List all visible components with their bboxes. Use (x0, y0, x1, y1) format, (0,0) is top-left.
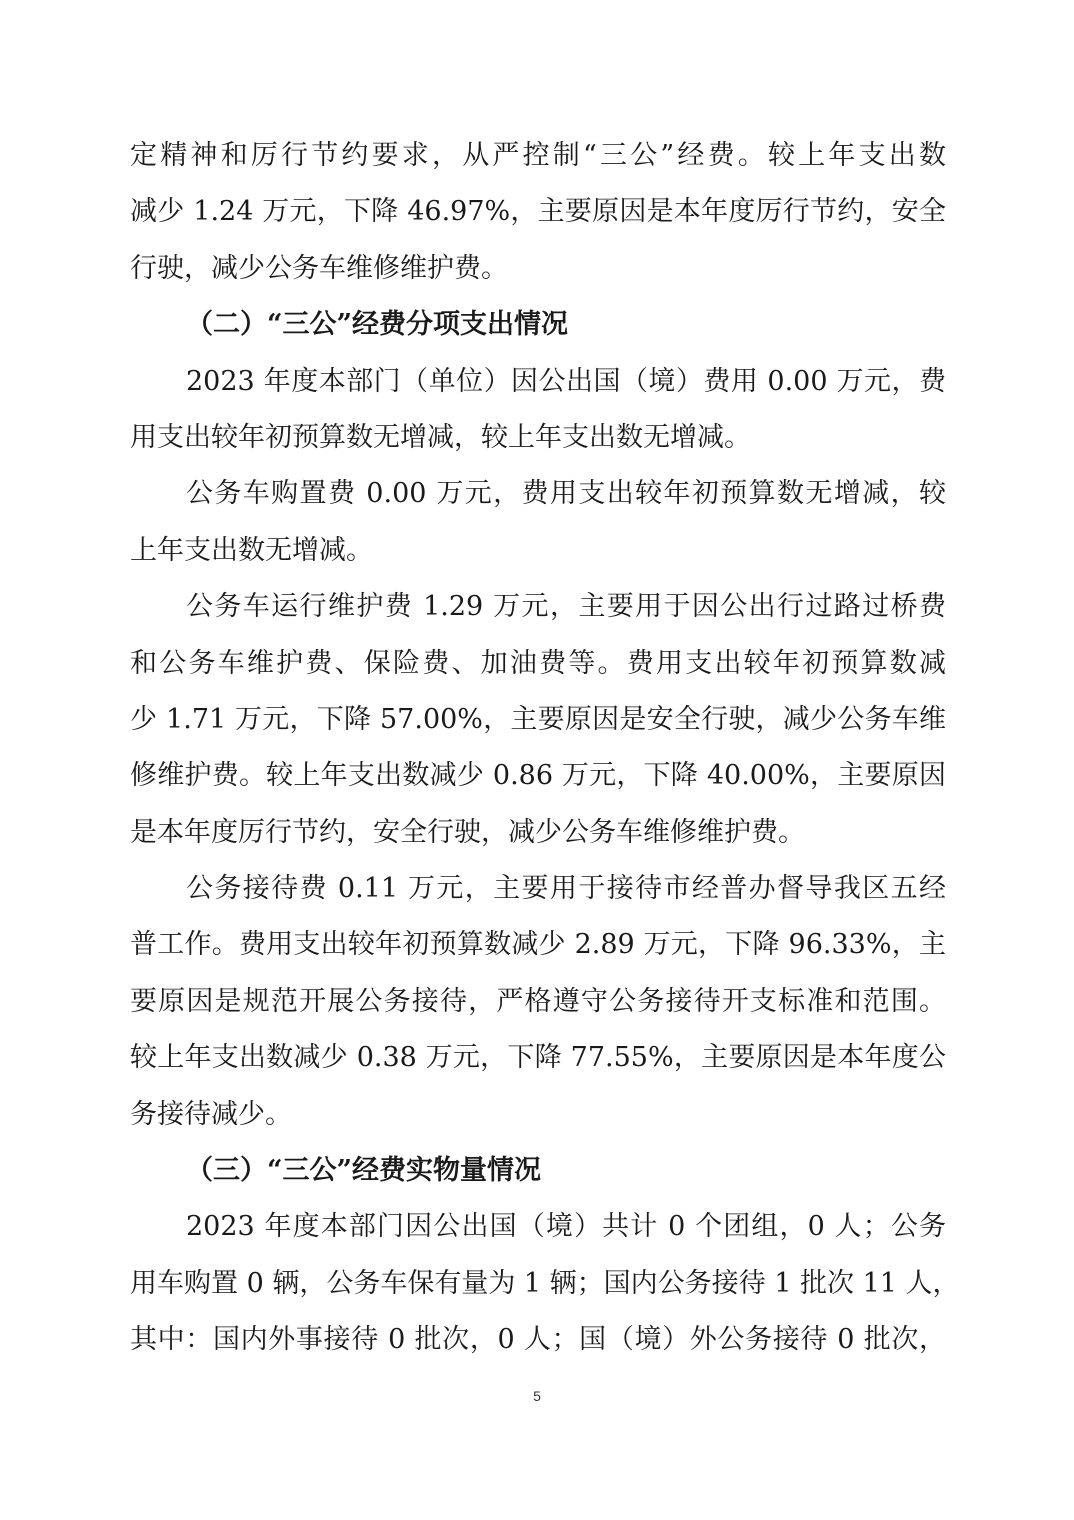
paragraph-line: 公务车购置费 0.00 万元，费用支出较年初预算数无增减，较 (186, 478, 946, 510)
paragraph-line: 用车购置 0 辆，公务车保有量为 1 辆；国内公务接待 1 批次 11 人， (130, 1267, 960, 1299)
paragraph-line: 和公务车维护费、保险费、加油费等。费用支出较年初预算数减 (130, 647, 946, 679)
paragraph-line: 公务接待费 0.11 万元，主要用于接待市经普办督导我区五经 (186, 873, 946, 905)
paragraph-line: 是本年度厉行节约，安全行驶，减少公务车维修维护费。 (130, 816, 805, 848)
paragraph-line: 2023 年度本部门（单位）因公出国（境）费用 0.00 万元，费 (186, 365, 946, 397)
paragraph-line: 修维护费。较上年支出数减少 0.86 万元，下降 40.00%，主要原因 (130, 760, 946, 792)
paragraph-line: 减少 1.24 万元，下降 46.97%，主要原因是本年度厉行节约，安全 (130, 196, 946, 228)
paragraph-line: 行驶，减少公务车维修维护费。 (130, 252, 508, 284)
paragraph-line: 普工作。费用支出较年初预算数减少 2.89 万元，下降 96.33%，主 (130, 929, 946, 961)
paragraph-line: 少 1.71 万元，下降 57.00%，主要原因是安全行驶，减少公务车维 (130, 703, 946, 735)
section-heading-3: （三）“三公”经费实物量情况 (186, 1155, 542, 1187)
paragraph-line: 要原因是规范开展公务接待，严格遵守公务接待开支标准和范围。 (130, 985, 946, 1017)
section-heading-2: （二）“三公”经费分项支出情况 (186, 309, 569, 341)
paragraph-line: 公务车运行维护费 1.29 万元，主要用于因公出行过路过桥费 (186, 591, 946, 623)
page-number: 5 (533, 1388, 541, 1404)
paragraph-line: 上年支出数无增减。 (130, 534, 373, 566)
paragraph-line: 2023 年度本部门因公出国（境）共计 0 个团组，0 人；公务 (186, 1211, 946, 1243)
paragraph-line: 定精神和厉行节约要求，从严控制“三公”经费。较上年支出数 (130, 140, 946, 171)
paragraph-line: 务接待减少。 (130, 1098, 292, 1130)
paragraph-line: 用支出较年初预算数无增减，较上年支出数无增减。 (130, 421, 751, 453)
document-body (130, 128, 960, 1369)
paragraph-line: 较上年支出数减少 0.38 万元，下降 77.55%，主要原因是本年度公 (130, 1042, 946, 1074)
paragraph-line: 其中：国内外事接待 0 批次，0 人；国（境）外公务接待 0 批次， (130, 1324, 946, 1356)
